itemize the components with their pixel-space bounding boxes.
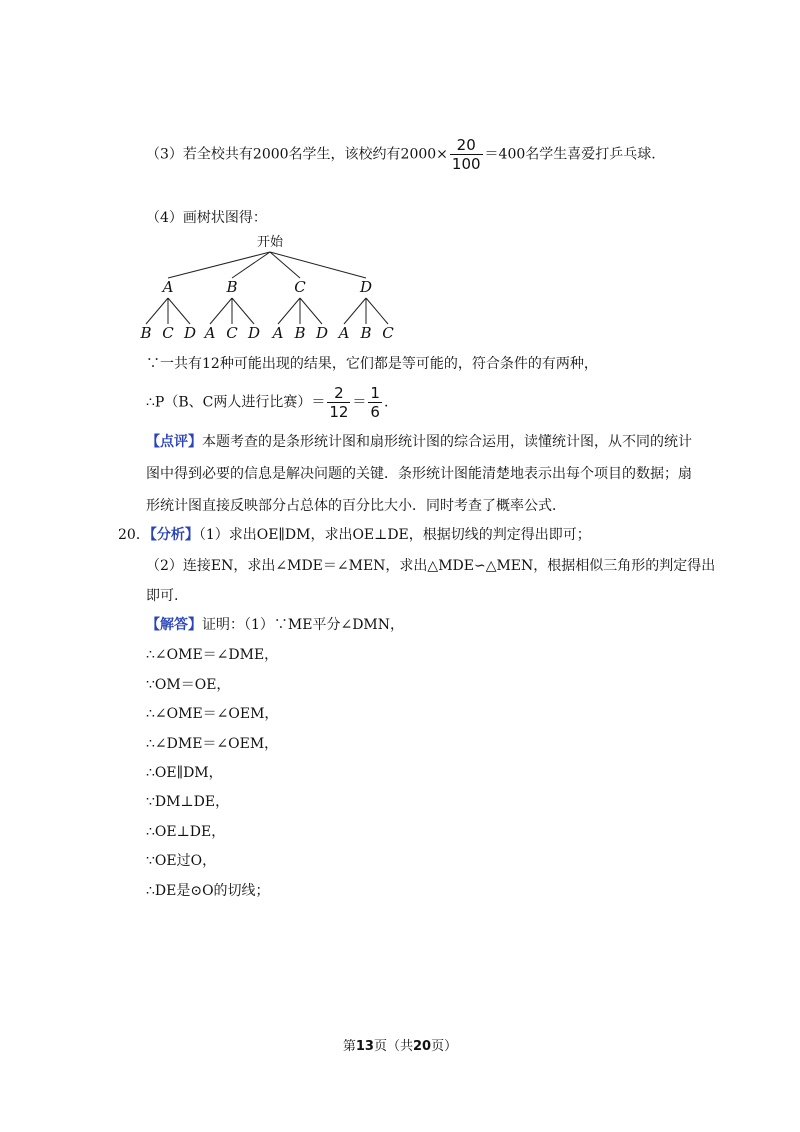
fraction-numerator: 2 — [327, 384, 350, 403]
tree-node-A: A — [162, 278, 174, 296]
tree-leaf-B-C: C — [226, 324, 238, 342]
fraction-denominator: 12 — [329, 403, 349, 421]
footer-mid: 页（共 — [373, 1039, 413, 1054]
tree-diagram — [130, 230, 410, 345]
fraction-1-6 — [368, 384, 382, 421]
fraction-denominator: 6 — [370, 403, 380, 421]
comment-line-2: 图中得到必要的信息是解决问题的关键．条形统计图能清楚地表示出每个项目的数据；扇 — [146, 466, 692, 482]
solution-start: 证明：（1）∵ME平分∠DMN， — [202, 617, 405, 633]
equals-sign: ＝ — [352, 394, 367, 411]
analysis-tag: 【分析】 — [149, 527, 199, 543]
fraction-2-12 — [327, 384, 350, 421]
tree-leaf-C-D: D — [315, 324, 329, 342]
period: . — [383, 394, 389, 411]
solution-tag: 【解答】 — [146, 617, 202, 633]
fraction-numerator: 1 — [370, 384, 380, 402]
tree-leaf-B-D: D — [247, 324, 261, 342]
part3-line — [146, 136, 656, 173]
proof-step: ∴OE∥DM， — [146, 765, 223, 781]
tree-branch-A-B — [146, 298, 168, 324]
comment-tag: 【点评】 — [146, 434, 202, 450]
tree-branch-A-D — [168, 298, 190, 324]
part3-suffix: ＝400名学生喜爱打乒乓球. — [484, 146, 656, 163]
footer-total-pages: 20 — [413, 1039, 432, 1054]
tree-leaf-A-B: B — [140, 324, 152, 342]
question-number: 20． — [118, 527, 150, 543]
tree-node-C: C — [294, 278, 306, 296]
fraction-20-100 — [450, 136, 483, 173]
proof-step: ∴∠OME＝∠OEM， — [146, 706, 279, 722]
footer-page-number: 13 — [355, 1039, 374, 1054]
proof-step: ∵OE过O， — [146, 853, 217, 869]
tree-leaf-D-C: C — [382, 324, 394, 342]
proof-step: ∴OE⊥DE， — [146, 824, 226, 840]
comment-line-3: 形统计图直接反映部分占总体的百分比大小．同时考查了概率公式． — [146, 498, 566, 514]
tree-branch-D-A — [344, 298, 366, 324]
q20-analysis-line-2: （2）连接EN，求出∠MDE＝∠MEN，求出△MDE∽△MEN，根据相似三角形的判定得出 — [146, 558, 716, 574]
proof-step: ∴∠OME＝∠DME， — [146, 647, 279, 663]
footer-pre: 第 — [342, 1039, 356, 1054]
tree-branches — [146, 252, 388, 324]
comment-text-1: 本题考查的是条形统计图和扇形统计图的综合运用，读懂统计图，从不同的统计 — [202, 434, 692, 450]
part3-prefix: （3）若全校共有2000名学生，该校约有2000× — [146, 146, 448, 163]
footer-post: 页） — [431, 1039, 458, 1054]
probability-line — [146, 384, 388, 421]
fraction-denominator: 100 — [451, 155, 481, 173]
proof-step: ∵DM⊥DE， — [146, 794, 230, 810]
analysis-text-1: （1）求出OE∥DM，求出OE⊥DE，根据切线的判定得出即可； — [198, 527, 591, 543]
comment-line-1 — [146, 432, 692, 452]
tree-root-label: 开始 — [256, 235, 284, 250]
tree-leaf-A-D: D — [183, 324, 197, 342]
page-footer — [0, 1035, 800, 1054]
tree-leaf-D-B: B — [360, 324, 372, 342]
fraction-numerator: 20 — [450, 136, 483, 155]
proof-step: ∴DE是⊙O的切线； — [146, 883, 270, 899]
proof-step: ∴∠DME＝∠OEM， — [146, 736, 279, 752]
tree-leaf-C-B: B — [294, 324, 306, 342]
tree-branch-B-A — [210, 298, 232, 324]
because-line: ∵一共有12种可能出现的结果，它们都是等可能的，符合条件的有两种， — [146, 356, 598, 372]
q20-analysis-line-3: 即可. — [146, 588, 179, 604]
tree-leaf-D-A: A — [338, 324, 350, 342]
tree-leaf-C-A: A — [272, 324, 284, 342]
q20-analysis-line-1 — [118, 525, 591, 545]
tree-branch-C-D — [300, 298, 322, 324]
tree-leaf-A-C: C — [162, 324, 174, 342]
proof-step: ∵OM＝OE， — [146, 677, 231, 693]
tree-branch-root-B — [232, 252, 270, 278]
probability-prefix: ∴P（B、C两人进行比赛）＝ — [146, 394, 326, 411]
tree-branch-D-C — [366, 298, 388, 324]
part4-line: （4）画树状图得： — [146, 210, 267, 226]
tree-branch-C-A — [278, 298, 300, 324]
tree-node-B: B — [226, 278, 238, 296]
tree-branch-B-D — [232, 298, 254, 324]
tree-branch-root-A — [168, 252, 270, 278]
solution-start-line — [146, 615, 404, 635]
tree-leaf-B-A: A — [204, 324, 216, 342]
tree-node-D: D — [359, 278, 373, 296]
